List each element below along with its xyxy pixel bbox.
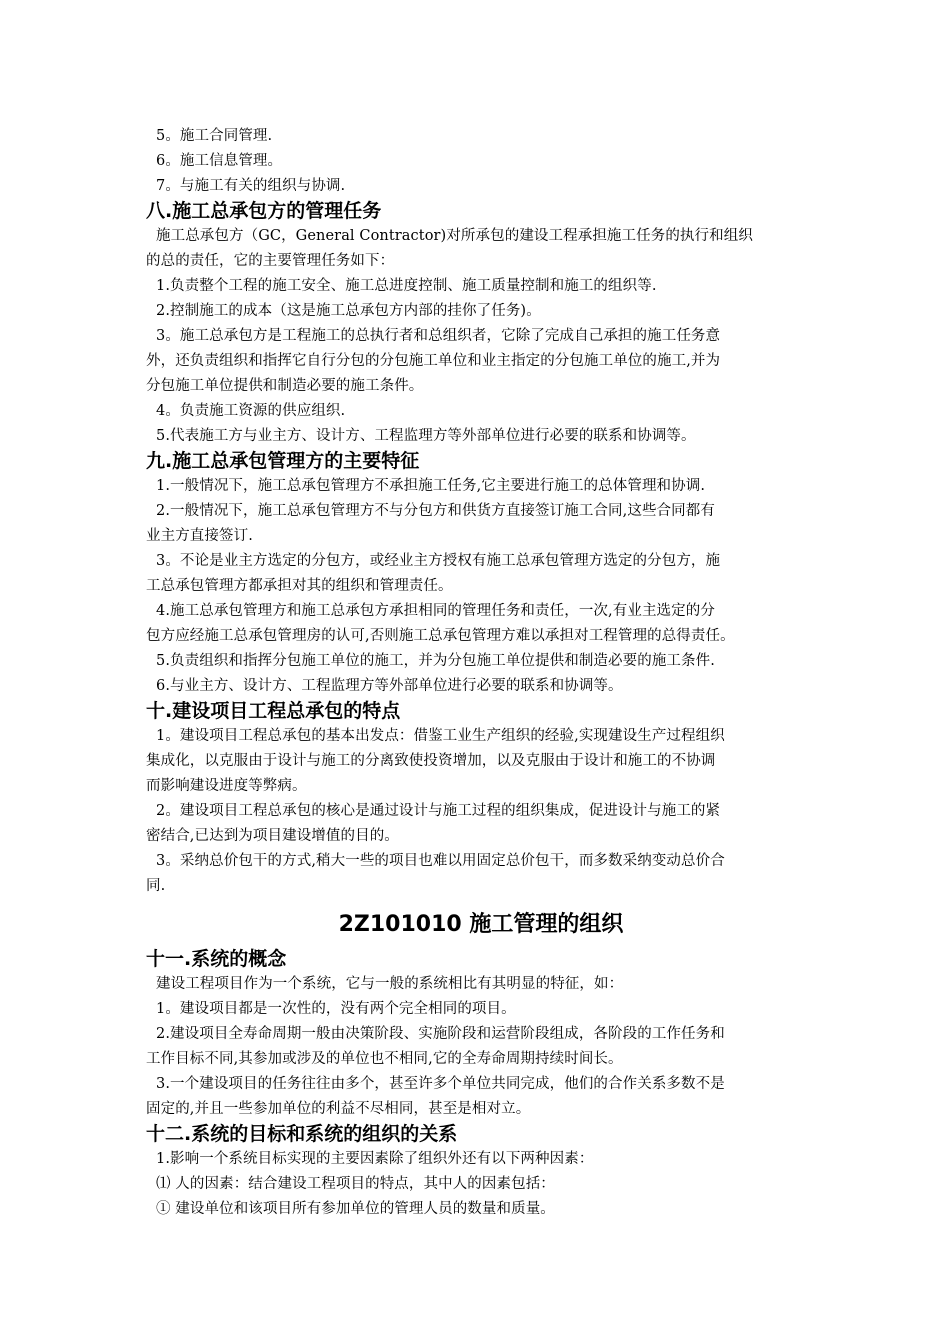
paragraph-line: 外，还负责组织和指挥它自行分包的分包施工单位和业主指定的分包施工单位的施工,并为 [146,353,721,369]
paragraph-line: 施工总承包方（GC，General Contractor)对所承包的建设工程承担施工任务的执行和组织 [156,228,753,244]
list-item: 3。施工总承包方是工程施工的总执行者和总组织者，它除了完成自己承担的施工任务意 [156,328,721,344]
paragraph-line: 包方应经施工总承包管理房的认可,否则施工总承包管理方难以承担对工程管理的总得责任。 [146,628,735,644]
paragraph-line: 同. [146,878,166,894]
list-item: 1.影响一个系统目标实现的主要因素除了组织外还有以下两种因素： [156,1151,594,1167]
list-item: 3。采纳总价包干的方式,稍大一些的项目也难以用固定总价包干，而多数采纳变动总价合 [156,853,725,869]
paragraph-line: 密结合,已达到为项目建设增值的目的。 [146,828,399,844]
paragraph-line: 分包施工单位提供和制造必要的施工条件。 [146,378,424,394]
list-item: 4.施工总承包管理方和施工总承包方承担相同的管理任务和责任，一次,有业主选定的分 [156,603,715,619]
list-item: 2.一般情况下，施工总承包管理方不与分包方和供货方直接签订施工合同,这些合同都有 [156,503,715,519]
paragraph-line: 工总承包管理方都承担对其的组织和管理责任。 [146,578,453,594]
list-item: 7。与施工有关的组织与协调. [156,178,346,194]
list-item: 4。负责施工资源的供应组织. [156,403,346,419]
paragraph-line: 集成化，以克服由于设计与施工的分离致使投资增加，以及克服由于设计和施工的不协调 [146,753,716,769]
paragraph-line: 的总的责任，它的主要管理任务如下： [146,253,395,269]
list-item: 5.代表施工方与业主方、设计方、工程监理方等外部单位进行必要的联系和协调等。 [156,428,696,444]
list-item: 1.负责整个工程的施工安全、施工总进度控制、施工质量控制和施工的组织等. [156,278,657,294]
paragraph-line: 工作目标不同,其参加或涉及的单位也不相同,它的全寿命周期持续时间长。 [146,1051,623,1067]
list-item: ① 建设单位和该项目所有参加单位的管理人员的数量和质量。 [156,1201,555,1217]
section-heading: 九.施工总承包管理方的主要特征 [146,450,420,472]
list-item: 3。不论是业主方选定的分包方，或经业主方授权有施工总承包管理方选定的分包方，施 [156,553,721,569]
paragraph-line: 业主方直接签订. [146,528,253,544]
list-item: 5。施工合同管理. [156,128,273,144]
list-item: 2。建设项目工程总承包的核心是通过设计与施工过程的组织集成，促进设计与施工的紧 [156,803,721,819]
list-item: 1。建设项目工程总承包的基本出发点：借鉴工业生产组织的经验,实现建设生产过程组织 [156,728,725,744]
chapter-title: 2Z101010 施工管理的组织 [338,912,624,937]
list-item: ⑴ 人的因素：结合建设工程项目的特点，其中人的因素包括： [156,1176,555,1192]
list-item: 2.控制施工的成本（这是施工总承包方内部的挂你了任务)。 [156,303,541,319]
section-heading: 十.建设项目工程总承包的特点 [146,700,401,722]
list-item: 5.负责组织和指挥分包施工单位的施工，并为分包施工单位提供和制造必要的施工条件. [156,653,715,669]
section-heading: 十二.系统的目标和系统的组织的关系 [146,1123,458,1145]
list-item: 6.与业主方、设计方、工程监理方等外部单位进行必要的联系和协调等。 [156,678,623,694]
paragraph-line: 建设工程项目作为一个系统，它与一般的系统相比有其明显的特征，如： [156,976,624,992]
paragraph-line: 固定的,并且一些参加单位的利益不尽相同，甚至是相对立。 [146,1101,531,1117]
paragraph-line: 而影响建设进度等弊病。 [146,778,307,794]
list-item: 1。建设项目都是一次性的，没有两个完全相同的项目。 [156,1001,516,1017]
section-heading: 十一.系统的概念 [146,948,287,970]
list-item: 1.一般情况下，施工总承包管理方不承担施工任务,它主要进行施工的总体管理和协调. [156,478,706,494]
list-item: 3.一个建设项目的任务往往由多个，甚至许多个单位共同完成，他们的合作关系多数不是 [156,1076,725,1092]
list-item: 2.建设项目全寿命周期一般由决策阶段、实施阶段和运营阶段组成，各阶段的工作任务和 [156,1026,725,1042]
document-body [146,124,816,1222]
section-heading: 八.施工总承包方的管理任务 [146,200,382,222]
list-item: 6。施工信息管理。 [156,153,283,169]
